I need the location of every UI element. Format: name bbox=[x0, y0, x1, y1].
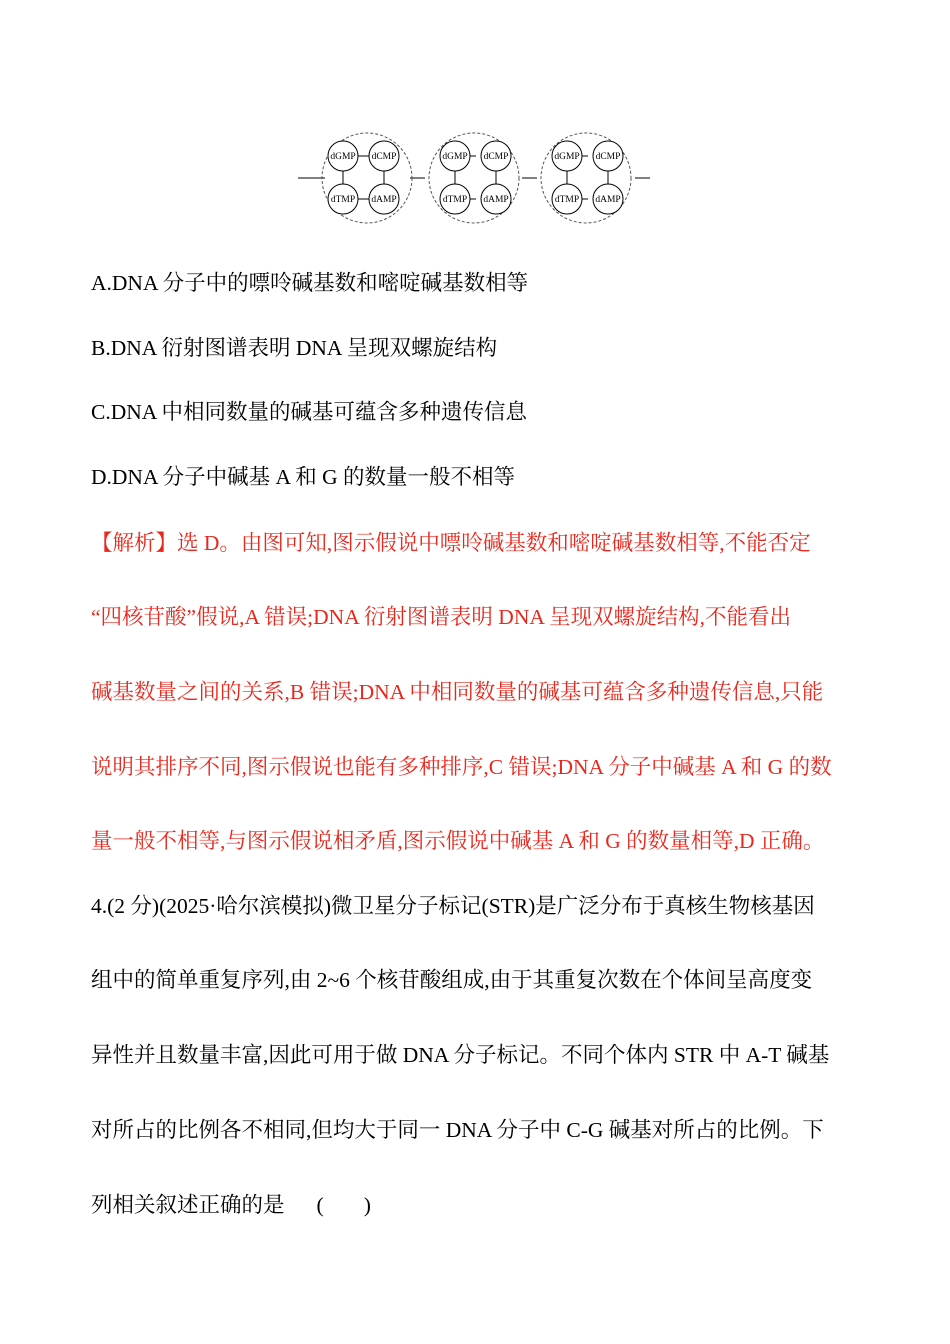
nucleotide-label: dTMP bbox=[330, 195, 356, 205]
option-a: A.DNA 分子中的嘌呤碱基数和嘧啶碱基数相等 bbox=[91, 271, 529, 295]
nucleotide-label: dAMP bbox=[483, 195, 509, 205]
analysis-line-1: 【解析】选 D。由图可知,图示假说中嘌呤碱基数和嘧啶碱基数相等,不能否定 bbox=[91, 531, 811, 555]
analysis-line-4: 说明其排序不同,图示假说也能有多种排序,C 错误;DNA 分子中碱基 A 和 G 的数 bbox=[91, 755, 832, 779]
analysis-line-3: 碱基数量之间的关系,B 错误;DNA 中相同数量的碱基可蕴含多种遗传信息,只能 bbox=[91, 680, 824, 704]
nucleotide-label: dTMP bbox=[554, 195, 580, 205]
nucleotide-label: dCMP bbox=[483, 152, 509, 162]
nucleotide-label: dCMP bbox=[595, 152, 621, 162]
analysis-line-2: “四核苷酸”假说,A 错误;DNA 衍射图谱表明 DNA 呈现双螺旋结构,不能看出 bbox=[91, 605, 791, 629]
nucleotide-unit-3 bbox=[541, 133, 631, 223]
question4-line-1: 4.(2 分)(2025·哈尔滨模拟)微卫星分子标记(STR)是广泛分布于真核生物核基因 bbox=[91, 894, 815, 918]
nucleotide-label: dAMP bbox=[371, 195, 397, 205]
answer-blank bbox=[317, 1190, 371, 1220]
paren-open: ( bbox=[316, 1193, 324, 1217]
nucleotide-label: dTMP bbox=[442, 195, 468, 205]
analysis-line-5: 量一般不相等,与图示假说相矛盾,图示假说中碱基 A 和 G 的数量相等,D 正确。 bbox=[91, 829, 825, 853]
option-d: D.DNA 分子中碱基 A 和 G 的数量一般不相等 bbox=[91, 465, 516, 489]
option-b: B.DNA 衍射图谱表明 DNA 呈现双螺旋结构 bbox=[91, 336, 498, 360]
nucleotide-label: dGMP bbox=[442, 152, 468, 162]
nucleotide-label: dGMP bbox=[330, 152, 356, 162]
question4-line-4: 对所占的比例各不相同,但均大于同一 DNA 分子中 C-G 碱基对所占的比例。下 bbox=[91, 1118, 824, 1142]
question4-stem-end: 列相关叙述正确的是 bbox=[91, 1193, 285, 1217]
nucleotide-label: dGMP bbox=[554, 152, 580, 162]
nucleotide-unit-1 bbox=[322, 133, 412, 223]
option-c: C.DNA 中相同数量的碱基可蕴含多种遗传信息 bbox=[91, 400, 527, 424]
paren-close: ) bbox=[363, 1193, 371, 1217]
nucleotide-unit-2 bbox=[429, 133, 519, 223]
question4-line-3: 异性并且数量丰富,因此可用于做 DNA 分子标记。不同个体内 STR 中 A-T 碱基 bbox=[91, 1043, 830, 1067]
question4-line-5 bbox=[91, 1190, 371, 1220]
question4-line-2: 组中的简单重复序列,由 2~6 个核苷酸组成,由于其重复次数在个体间呈高度变 bbox=[91, 968, 813, 992]
nucleotide-label: dAMP bbox=[595, 195, 621, 205]
tetranucleotide-diagram bbox=[295, 125, 655, 235]
nucleotide-label: dCMP bbox=[371, 152, 397, 162]
